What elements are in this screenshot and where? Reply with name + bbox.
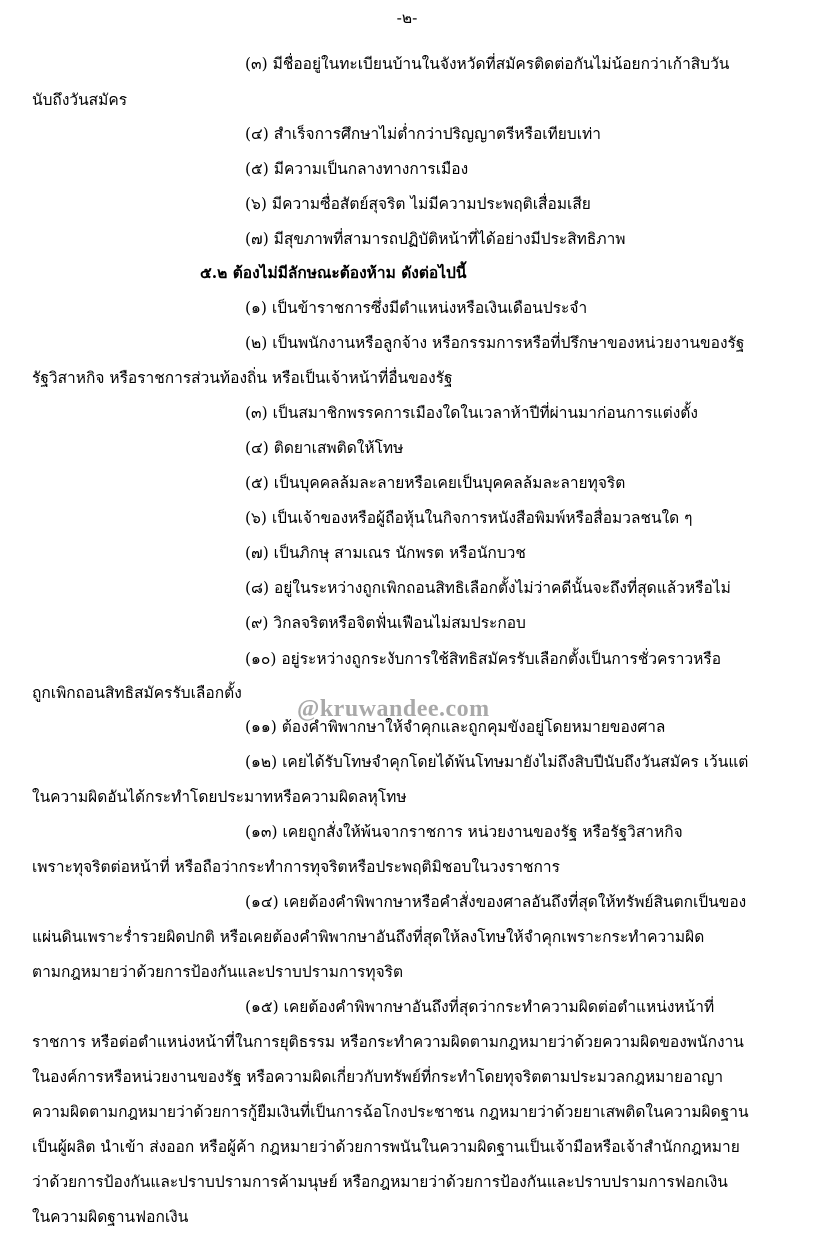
page-number: -๒- (396, 9, 418, 27)
list-item-continuation: ในความผิดอันได้กระทำโดยประมาทหรือความผิดลหุโทษ (32, 788, 407, 806)
list-item: (๖) มีความซื่อสัตย์สุจริต ไม่มีความประพฤติเสื่อมเสีย (245, 195, 591, 213)
list-item: (๓) มีชื่ออยู่ในทะเบียนบ้านในจังหวัดที่สมัครติดต่อกันไม่น้อยกว่าเก้าสิบวัน (245, 55, 730, 73)
watermark: @kruwandee.com (297, 696, 490, 722)
list-item: (๖) เป็นเจ้าของหรือผู้ถือหุ้นในกิจการหนังสือพิมพ์หรือสื่อมวลชนใด ๆ (245, 509, 693, 527)
list-item: (๑๒) เคยได้รับโทษจำคุกโดยได้พ้นโทษมายังไม่ถึงสิบปีนับถึงวันสมัคร เว้นแต่ (245, 753, 749, 771)
list-item: (๑๔) เคยต้องคำพิพากษาหรือคำสั่งของศาลอันถึงที่สุดให้ทรัพย์สินตกเป็นของ (245, 893, 747, 911)
list-item-continuation: ราชการ หรือต่อตำแหน่งหน้าที่ในการยุติธรรม หรือกระทำความผิดตามกฎหมายว่าด้วยความผิดของพนักงาน (32, 1033, 744, 1051)
list-item-continuation: ในความผิดฐานฟอกเงิน (32, 1208, 189, 1226)
list-item-continuation: นับถึงวันสมัคร (32, 91, 128, 109)
list-item: (๔) สำเร็จการศึกษาไม่ต่ำกว่าปริญญาตรีหรือเทียบเท่า (245, 125, 601, 143)
list-item-continuation: ว่าด้วยการป้องกันและปราบปรามการค้ามนุษย์ หรือกฎหมายว่าด้วยการป้องกันและปราบปรามการฟอกเงิน (32, 1173, 728, 1191)
list-item: (๕) เป็นบุคคลล้มละลายหรือเคยเป็นบุคคลล้มละลายทุจริต (245, 474, 626, 492)
list-item: (๑๑) ต้องคำพิพากษาให้จำคุกและถูกคุมขังอยู่โดยหมายของศาล (245, 718, 666, 736)
list-item-continuation: เพราะทุจริตต่อหน้าที่ หรือถือว่ากระทำการทุจริตหรือประพฤติมิชอบในวงราชการ (32, 858, 560, 876)
list-item: (๘) อยู่ในระหว่างถูกเพิกถอนสิทธิเลือกตั้งไม่ว่าคดีนั้นจะถึงที่สุดแล้วหรือไม่ (245, 579, 731, 597)
list-item-continuation: ความผิดตามกฎหมายว่าด้วยการกู้ยืมเงินที่เป็นการฉ้อโกงประชาชน กฎหมายว่าด้วยยาเสพติดในความผิดฐาน (32, 1103, 749, 1121)
list-item: (๒) เป็นพนักงานหรือลูกจ้าง หรือกรรมการหรือที่ปรึกษาของหน่วยงานของรัฐ (245, 334, 745, 352)
list-item-continuation: เป็นผู้ผลิต นำเข้า ส่งออก หรือผู้ค้า กฎหมายว่าด้วยการพนันในความผิดฐานเป็นเจ้ามือหรือเจ้าสำนักกฎหมาย (32, 1138, 740, 1156)
list-item-continuation: แผ่นดินเพราะร่ำรวยผิดปกติ หรือเคยต้องคำพิพากษาอันถึงที่สุดให้ลงโทษให้จำคุกเพราะกระทำความผิด (32, 928, 705, 946)
list-item: (๕) มีความเป็นกลางทางการเมือง (245, 160, 469, 178)
list-item-continuation: รัฐวิสาหกิจ หรือราชการส่วนท้องถิ่น หรือเป็นเจ้าหน้าที่อื่นของรัฐ (32, 369, 453, 387)
list-item: (๑๐) อยู่ระหว่างถูกระงับการใช้สิทธิสมัครรับเลือกตั้งเป็นการชั่วคราวหรือ (245, 650, 722, 668)
list-item: (๓) เป็นสมาชิกพรรคการเมืองใดในเวลาห้าปีที่ผ่านมาก่อนการแต่งตั้ง (245, 404, 698, 422)
list-item: (๙) วิกลจริตหรือจิตฟั่นเฟือนไม่สมประกอบ (245, 614, 526, 632)
list-item: (๑) เป็นข้าราชการซึ่งมีตำแหน่งหรือเงินเดือนประจำ (245, 299, 588, 317)
list-item-continuation: ในองค์การหรือหน่วยงานของรัฐ หรือความผิดเกี่ยวกับทรัพย์ที่กระทำโดยทุจริตตามประมวลกฎหมายอาญา (32, 1068, 724, 1086)
list-item-continuation: ตามกฎหมายว่าด้วยการป้องกันและปราบปรามการทุจริต (32, 963, 404, 981)
list-item: (๔) ติดยาเสพติดให้โทษ (245, 439, 404, 457)
list-item: (๑๓) เคยถูกสั่งให้พ้นจากราชการ หน่วยงานของรัฐ หรือรัฐวิสาหกิจ (245, 823, 683, 841)
section-heading: ๕.๒ ต้องไม่มีลักษณะต้องห้าม ดังต่อไปนี้ (200, 263, 467, 282)
list-item: (๗) เป็นภิกษุ สามเณร นักพรต หรือนักบวช (245, 544, 526, 562)
list-item: (๗) มีสุขภาพที่สามารถปฏิบัติหน้าที่ได้อย่างมีประสิทธิภาพ (245, 230, 626, 248)
list-item-continuation: ถูกเพิกถอนสิทธิสมัครรับเลือกตั้ง (32, 684, 242, 702)
list-item: (๑๕) เคยต้องคำพิพากษาอันถึงที่สุดว่ากระทำความผิดต่อตำแหน่งหน้าที่ (245, 998, 715, 1016)
